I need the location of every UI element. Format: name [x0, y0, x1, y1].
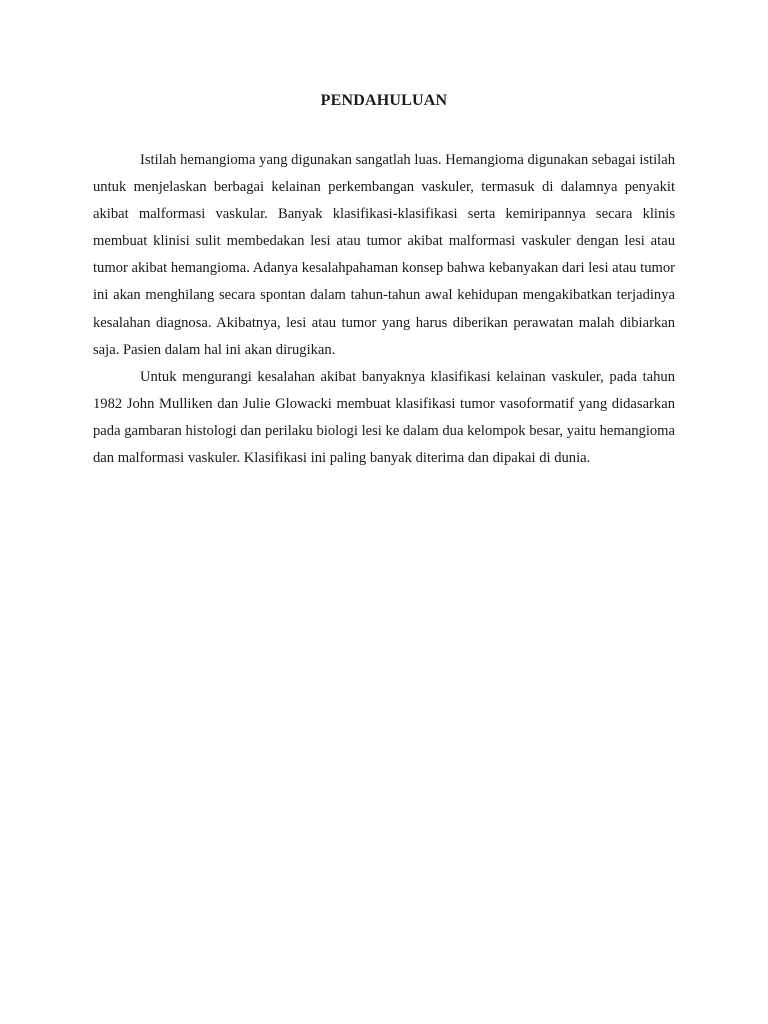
document-title: PENDAHULUAN — [320, 92, 448, 109]
paragraph-1: Istilah hemangioma yang digunakan sangatlah luas. Hemangioma digunakan sebagai istilah untuk menjelaskan berbagai kelainan perkembangan vaskuler, termasuk di dalamnya penyakit akibat malformasi vaskular. Banyak klasifikasi-klasifikasi serta kemiripannya secara klinis membuat klinisi sulit membedakan lesi atau tumor akibat malformasi vaskuler dengan lesi atau tumor akibat hemangioma. Adanya kesalahpahaman konsep bahwa kebanyakan dari lesi atau tumor ini akan menghilang secara spontan dalam tahun-tahun awal kehidupan mengakibatkan terjadinya kesalahan diagnosa. Akibatnya, lesi atau tumor yang harus diberikan perawatan malah dibiarkan saja. Pasien dalam hal ini akan dirugikan. — [93, 152, 675, 358]
paragraph-2: Untuk mengurangi kesalahan akibat banyaknya klasifikasi kelainan vaskuler, pada tahun 1982 John Mulliken dan Julie Glowacki membuat klasifikasi tumor vasoformatif yang didasarkan pada gambaran histologi dan perilaku biologi lesi ke dalam dua kelompok besar, yaitu hemangioma dan malformasi vaskuler. Klasifikasi ini paling banyak diterima dan dipakai di dunia. — [93, 368, 675, 467]
document-body — [93, 147, 675, 472]
